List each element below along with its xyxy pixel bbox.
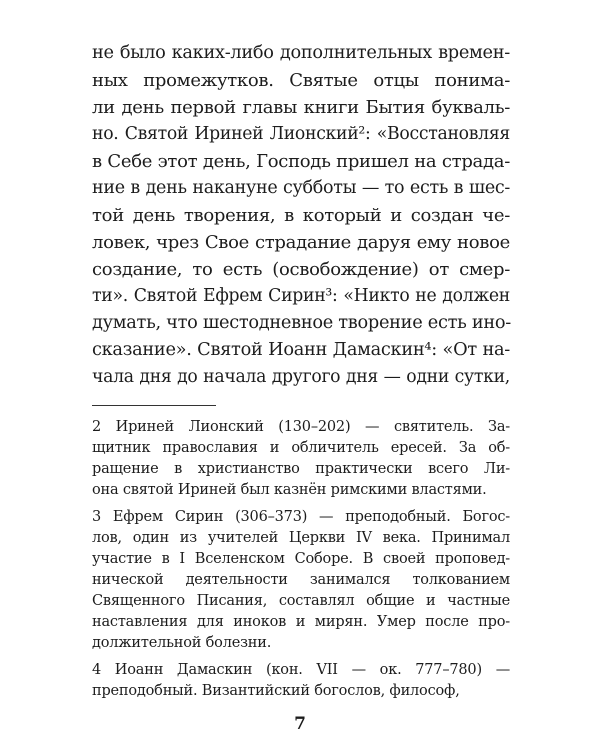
- main-text-line: ловек, чрез Свое страдание даруя ему новое: [92, 232, 510, 253]
- main-text-line: ных промежутков. Святые отцы понима-: [92, 70, 510, 91]
- main-text-line: ние в день накануне субботы — то есть в шес-: [92, 178, 510, 198]
- main-text-line: чала дня до начала другого дня — одни сутки,: [92, 367, 510, 387]
- footnote-divider: [92, 405, 216, 406]
- main-text-line: той день творения, в который и создан че-: [92, 205, 510, 226]
- main-text-line: в Себе этот день, Господь пришел на страда-: [92, 151, 510, 172]
- footnote-line: наставления для иноков и мирян. Умер после про-: [92, 614, 510, 630]
- main-text-line: ли день первой главы книги Бытия букваль-: [92, 97, 510, 118]
- footnote-line: должительной болезни.: [92, 635, 272, 651]
- page-number: 7: [294, 714, 306, 734]
- footnote-line: ращение в христианство практически всего Ли-: [92, 461, 510, 477]
- footnote-line: Священного Писания, составлял общие и частные: [92, 593, 510, 609]
- main-text-line: ти». Святой Ефрем Сирин³: «Никто не должен: [92, 286, 510, 306]
- main-text-line: не было каких-либо дополнительных времен-: [92, 43, 510, 63]
- footnote-line: преподобный. Византийский богослов, философ,: [92, 683, 460, 699]
- footnote-line: участие в I Вселенском Соборе. В своей проповед-: [92, 551, 510, 567]
- footnote-line: нической деятельности занимался толкованием: [92, 572, 510, 588]
- footnote-line: 4 Иоанн Дамаскин (кон. VII — ок. 777–780) —: [92, 662, 510, 678]
- footnote-line: лов, один из учителей Церкви IV века. Принимал: [92, 530, 510, 546]
- footnote-line: она святой Ириней был казнён римскими властями.: [92, 482, 487, 498]
- main-text-line: думать, что шестодневное творение есть ино-: [92, 313, 511, 333]
- footnote-line: щитник православия и обличитель ересей. За об-: [92, 440, 510, 456]
- footnote-line: 2 Ириней Лионский (130–202) — святитель. За-: [92, 419, 510, 435]
- main-text-line: но. Святой Ириней Лионский²: «Восстановляя: [92, 124, 510, 144]
- footnote-line: 3 Ефрем Сирин (306–373) — преподобный. Богос-: [92, 509, 510, 525]
- main-text-line: сказание». Святой Иоанн Дамаскин⁴: «От на-: [92, 340, 510, 360]
- main-text-line: создание, то есть (освобождение) от смер-: [92, 259, 510, 280]
